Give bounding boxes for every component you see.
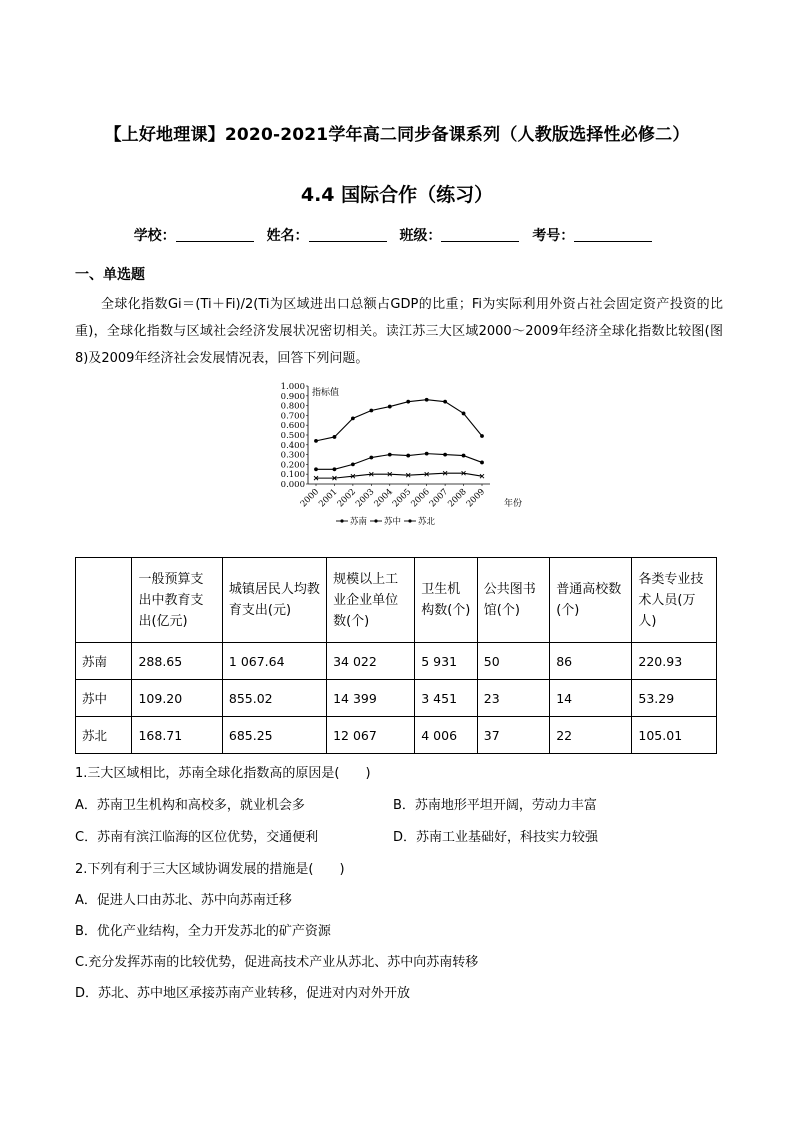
data-point	[425, 398, 429, 402]
series-line-2	[316, 473, 482, 478]
table-header-cell: 普通高校数(个)	[550, 558, 632, 643]
table-cell: 50	[477, 643, 549, 680]
legend-label: 苏南	[350, 517, 368, 527]
table-cell: 12 067	[327, 717, 415, 754]
name-blank[interactable]	[309, 227, 387, 242]
table-header-cell: 规模以上工业企业单位数(个)	[327, 558, 415, 643]
table-cell: 288.65	[132, 643, 222, 680]
question-1-option-d[interactable]: D．苏南工业基础好，科技实力较强	[393, 830, 599, 845]
table-header-cell	[76, 558, 132, 643]
data-point	[406, 400, 410, 404]
data-point	[388, 405, 392, 409]
table-cell: 855.02	[222, 680, 326, 717]
lesson-title: 4.4 国际合作（练习）	[300, 184, 494, 206]
table-row	[76, 680, 717, 717]
legend-label: 苏北	[418, 517, 436, 527]
series-line-0	[316, 400, 482, 441]
document-title: 【上好地理课】2020-2021学年高二同步备课系列（人教版选择性必修二）	[104, 125, 690, 145]
legend-marker	[374, 519, 377, 522]
table-cell: 5 931	[415, 643, 478, 680]
class-blank[interactable]	[441, 227, 519, 242]
question-2-option-d[interactable]: D．苏北、苏中地区承接苏南产业转移，促进对内对外开放	[75, 986, 411, 1001]
x-tick-label: 2006	[409, 487, 432, 510]
intro-paragraph: 全球化指数Gi＝(Ti＋Fi)/2(Ti为区域进出口总额占GDP的比重；Fi为实际利用外资占社会固定资产投资的比重)，全球化指数与区域社会经济发展状况密切相关。读江苏三大区域2000～2009年经济全球化指数比较图(图8)及2009年经济社会发展情况表，回答下列问题。	[75, 297, 723, 366]
question-1-stem: 1.三大区域相比，苏南全球化指数高的原因是( )	[75, 766, 371, 781]
exam-number-label: 考号：	[532, 228, 575, 244]
y-tick-label: 0.300	[280, 450, 305, 461]
y-tick-label: 0.800	[280, 401, 305, 412]
y-tick-label: 0.600	[280, 421, 305, 432]
data-point	[462, 454, 466, 458]
table-header-cell: 公共图书馆(个)	[477, 558, 549, 643]
y-tick-label: 0.500	[280, 431, 305, 441]
data-point	[369, 409, 373, 413]
student-info-row	[0, 225, 794, 245]
table-cell: 685.25	[222, 717, 326, 754]
table-cell: 苏中	[76, 680, 132, 717]
school-blank[interactable]	[176, 227, 254, 242]
table-cell: 3 451	[415, 680, 478, 717]
question-1-option-b[interactable]: B．苏南地形平坦开阔，劳动力丰富	[393, 798, 597, 813]
y-tick-label: 0.000	[280, 480, 305, 490]
table-header-row	[76, 558, 717, 643]
question-2-option-c[interactable]: C.充分发挥苏南的比较优势，促进高技术产业从苏北、苏中向苏南转移	[75, 955, 479, 970]
table-cell: 86	[550, 643, 632, 680]
y-tick-label: 0.200	[280, 460, 305, 471]
table-header-cell: 各类专业技术人员(万人)	[632, 558, 717, 643]
data-point	[388, 453, 392, 457]
table-cell: 22	[550, 717, 632, 754]
data-point	[333, 435, 337, 439]
data-point	[333, 467, 337, 471]
data-point	[314, 439, 318, 443]
legend-marker	[408, 519, 411, 522]
question-2-option-b[interactable]: B．优化产业结构，全力开发苏北的矿产资源	[75, 924, 331, 939]
table-cell: 苏南	[76, 643, 132, 680]
statistics-table	[75, 557, 717, 754]
question-1-option-c[interactable]: C．苏南有滨江临海的区位优势，交通便利	[75, 830, 319, 845]
x-tick-label: 2000	[298, 487, 322, 510]
data-point	[443, 400, 447, 404]
table-cell: 168.71	[132, 717, 222, 754]
table-cell: 4 006	[415, 717, 478, 754]
x-tick-label: 2007	[427, 487, 451, 510]
data-point	[314, 467, 318, 471]
y-tick-label: 0.400	[280, 440, 305, 451]
data-point	[480, 461, 484, 465]
section-title: 一、单选题	[75, 267, 145, 283]
table-header-cell: 卫生机构数(个)	[415, 558, 478, 643]
question-2-stem: 2.下列有利于三大区域协调发展的措施是( )	[75, 862, 345, 877]
x-tick-label: 2009	[464, 487, 488, 510]
question-1-option-a[interactable]: A．苏南卫生机构和高校多，就业机会多	[75, 798, 305, 813]
table-cell: 14 399	[327, 680, 415, 717]
series-line-1	[316, 454, 482, 470]
data-point	[369, 456, 373, 460]
table-cell: 53.29	[632, 680, 717, 717]
school-label: 学校：	[133, 228, 176, 244]
legend-marker	[340, 519, 343, 522]
question-2-option-a[interactable]: A．促进人口由苏北、苏中向苏南迁移	[75, 893, 292, 908]
data-point	[480, 434, 484, 438]
x-tick-label: 2002	[335, 487, 359, 510]
table-row	[76, 717, 717, 754]
table-cell: 苏北	[76, 717, 132, 754]
chart-title: 指标值	[312, 388, 340, 398]
table-row	[76, 643, 717, 680]
table-cell: 37	[477, 717, 549, 754]
y-tick-label: 1.000	[280, 382, 305, 392]
data-point	[462, 412, 466, 416]
data-point	[351, 463, 355, 467]
table-header-cell: 一般预算支出中教育支出(亿元)	[132, 558, 222, 643]
table-cell: 34 022	[327, 643, 415, 680]
x-axis-label: 年份	[504, 499, 523, 509]
legend-label: 苏中	[384, 517, 402, 527]
table-cell: 109.20	[132, 680, 222, 717]
name-label: 姓名：	[266, 228, 309, 244]
data-point	[406, 454, 410, 458]
table-cell: 220.93	[632, 643, 717, 680]
y-tick-label: 0.900	[280, 391, 305, 402]
table-header-cell: 城镇居民人均教育支出(元)	[222, 558, 326, 643]
x-tick-label: 2001	[317, 487, 340, 510]
class-label: 班级：	[399, 228, 442, 244]
x-tick-label: 2005	[390, 487, 414, 510]
table-cell: 23	[477, 680, 549, 717]
y-tick-label: 0.100	[280, 470, 305, 481]
x-tick-label: 2003	[354, 487, 377, 510]
x-tick-label: 2004	[372, 487, 395, 510]
data-point	[351, 416, 355, 420]
table-cell: 1 067.64	[222, 643, 326, 680]
y-tick-label: 0.700	[280, 411, 305, 422]
exam-number-blank[interactable]	[574, 227, 652, 242]
data-point	[443, 453, 447, 457]
table-cell: 14	[550, 680, 632, 717]
table-cell: 105.01	[632, 717, 717, 754]
data-point	[425, 452, 429, 456]
x-tick-label: 2008	[446, 487, 469, 510]
globalization-index-chart	[270, 378, 530, 530]
